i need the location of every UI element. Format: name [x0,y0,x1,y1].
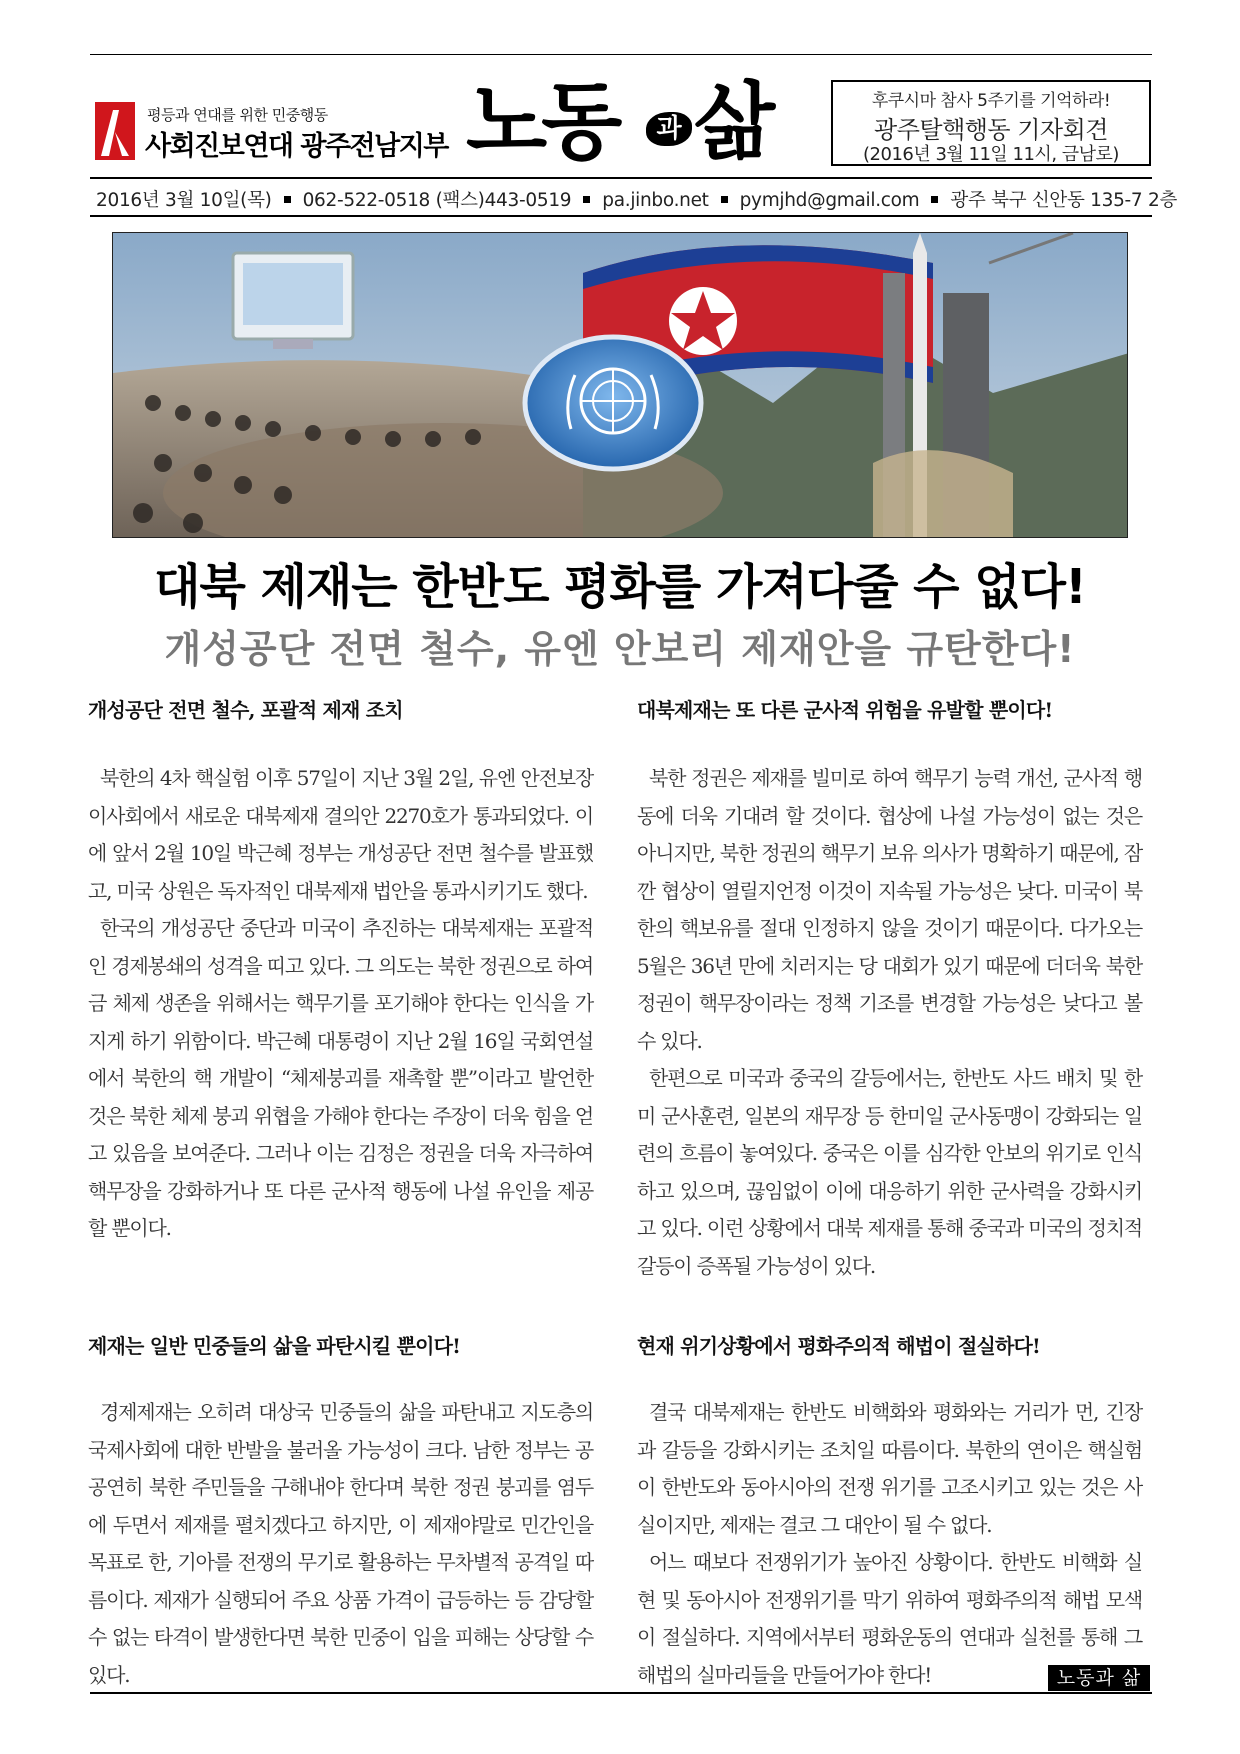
masthead-right: 삶 [694,72,770,171]
paragraph: 한국의 개성공단 중단과 미국이 추진하는 대북제재는 포괄적인 경제봉쇄의 성격을 띠고 있다. 그 의도는 북한 정권으로 하여금 체제 생존을 위해서는 핵무기를 포기해야 한다는 인식을 가지게 하기 위함이다. 박근혜 대통령이 지난 2월 16일 국회연설에서 북한의 핵 개발이 “체제붕괴를 재촉할 뿐”이라고 발언한 것은 북한 체제 붕괴 위협을 가해야 한다는 주장이 더욱 힘을 얻고 있음을 보여준다. 그러나 이는 김정은 정권을 더욱 자극하여 핵무장을 강화하거나 또 다른 군사적 행동에 나설 유인을 제공할 뿐이다. [88,916,593,1240]
bullet-square-icon [583,196,590,203]
infobar-rule [90,215,1152,217]
info-date: 2016년 3월 10일(목) [96,190,272,211]
section-body [637,1394,1142,1694]
section-heading: 대북제재는 또 다른 군사적 위험을 유발할 뿐이다! [637,698,1053,722]
masthead-gwa-badge: 과 [646,112,692,146]
top-rule [90,54,1152,55]
org-name: 사회진보연대 광주전남지부 [145,131,448,162]
hero-image [112,232,1128,538]
info-phone: 062-522-0518 (팩스)443-0519 [302,190,572,211]
masthead [466,74,798,170]
info-email[interactable]: pymjhd@gmail.com [739,190,920,211]
info-address: 광주 북구 신안동 135-7 2층 [950,190,1178,211]
paragraph: 한편으로 미국과 중국의 갈등에서는, 한반도 사드 배치 및 한미 군사훈련, 일본의 재무장 등 한미일 군사동맹이 강화되는 일련의 흐름이 놓여있다. 중국은 이를 심각한 안보의 위기로 인식하고 있으며, 끊임없이 이에 대응하기 위한 군사력을 강화시키고 있다. 이런 상황에서 대북 제재를 통해 중국과 미국의 정치적 갈등이 증폭될 가능성이 있다. [637,1066,1142,1278]
section-heading: 현재 위기상황에서 평화주의적 해법이 절실하다! [637,1334,1041,1358]
un-emblem-icon [525,337,701,469]
bullet-square-icon [284,196,291,203]
headline: 대북 제재는 한반도 평화를 가져다줄 수 없다! [154,559,1086,615]
press-title: 광주탈핵행동 기자회견 [874,116,1108,144]
signature-badge: 노동과 삶 [1048,1665,1150,1691]
info-website[interactable]: pa.jinbo.net [602,190,709,211]
hero-illustration [113,233,1128,538]
paragraph: 어느 때보다 전쟁위기가 높아진 상황이다. 한반도 비핵화 실현 및 동아시아 전쟁위기를 막기 위하여 평화주의적 해법 모색이 절실하다. 지역에서부터 평화운동의 연대과 실천를 통해 그 해법의 실마리들을 만들어가야 한다! [637,1550,1142,1687]
section-body [88,1394,593,1694]
info-bar [96,186,1178,212]
org-logo-icon [95,102,135,160]
sub-headline: 개성공단 전면 철수, 유엔 안보리 제재안을 규탄한다! [164,627,1076,671]
press-kicker: 후쿠시마 참사 5주기를 기억하라! [871,91,1111,111]
press-conference-box [831,80,1151,166]
press-meta: (2016년 3월 11일 11시, 금남로) [863,144,1119,165]
paragraph: 북한의 4차 핵실험 이후 57일이 지난 3월 2일, 유엔 안전보장이사회에서 새로운 대북제재 결의안 2270호가 통과되었다. 이에 앞서 2월 10일 박근혜 정부는 개성공단 전면 철수를 발표했고, 미국 상원은 독자적인 대북제재 법안을 통과시키기도 했다. [88,766,593,903]
monitor-graphic [233,253,353,349]
paragraph: 결국 대북제재는 한반도 비핵화와 평화와는 거리가 먼, 긴장과 갈등을 강화시키는 조치일 따름이다. 북한의 연이은 핵실험이 한반도와 동아시아의 전쟁 위기를 고조시키고 있는 것은 사실이지만, 제재는 결코 그 대안이 될 수 없다. [637,1400,1142,1537]
bullet-square-icon [931,196,938,203]
section-heading: 개성공단 전면 철수, 포괄적 제재 조치 [88,698,403,722]
section-body [637,760,1142,1285]
bullet-square-icon [721,196,728,203]
masthead-rule [90,177,1152,179]
org-tagline: 평등과 연대를 위한 민중행동 [147,106,328,124]
bottom-rule [90,1692,1152,1694]
paragraph: 북한 정권은 제재를 빌미로 하여 핵무기 능력 개선, 군사적 행동에 더욱 기대려 할 것이다. 협상에 나설 가능성이 없는 것은 아니지만, 북한 정권의 핵무기 보유 의사가 명확하기 때문에, 잠깐 협상이 열릴지언정 이것이 지속될 가능성은 낮다. 미국이 북한의 핵보유를 절대 인정하지 않을 것이기 때문이다. 다가오는 5월은 36년 만에 치러지는 당 대회가 있기 때문에 더더욱 북한 정권이 핵무장이라는 정책 기조를 변경할 가능성은 낮다고 볼 수 있다. [637,766,1142,1053]
section-heading: 제재는 일반 민중들의 삶을 파탄시킬 뿐이다! [88,1334,461,1358]
masthead-left: 노동 [466,72,617,171]
paragraph: 경제제재는 오히려 대상국 민중들의 삶을 파탄내고 지도층의 국제사회에 대한 반발을 불러올 가능성이 크다. 남한 정부는 공공연히 북한 주민들을 구해내야 한다며 북한 정권 붕괴를 염두에 두면서 제재를 펼치겠다고 하지만, 이 제재야말로 민간인을 목표로 한, 기아를 전쟁의 무기로 활용하는 무차별적 공격일 따름이다. 제재가 실행되어 주요 상품 가격이 급등하는 등 감당할 수 없는 타격이 발생한다면 북한 민중이 입을 피해는 상당할 수 있다. [88,1400,593,1687]
section-body [88,760,593,1248]
